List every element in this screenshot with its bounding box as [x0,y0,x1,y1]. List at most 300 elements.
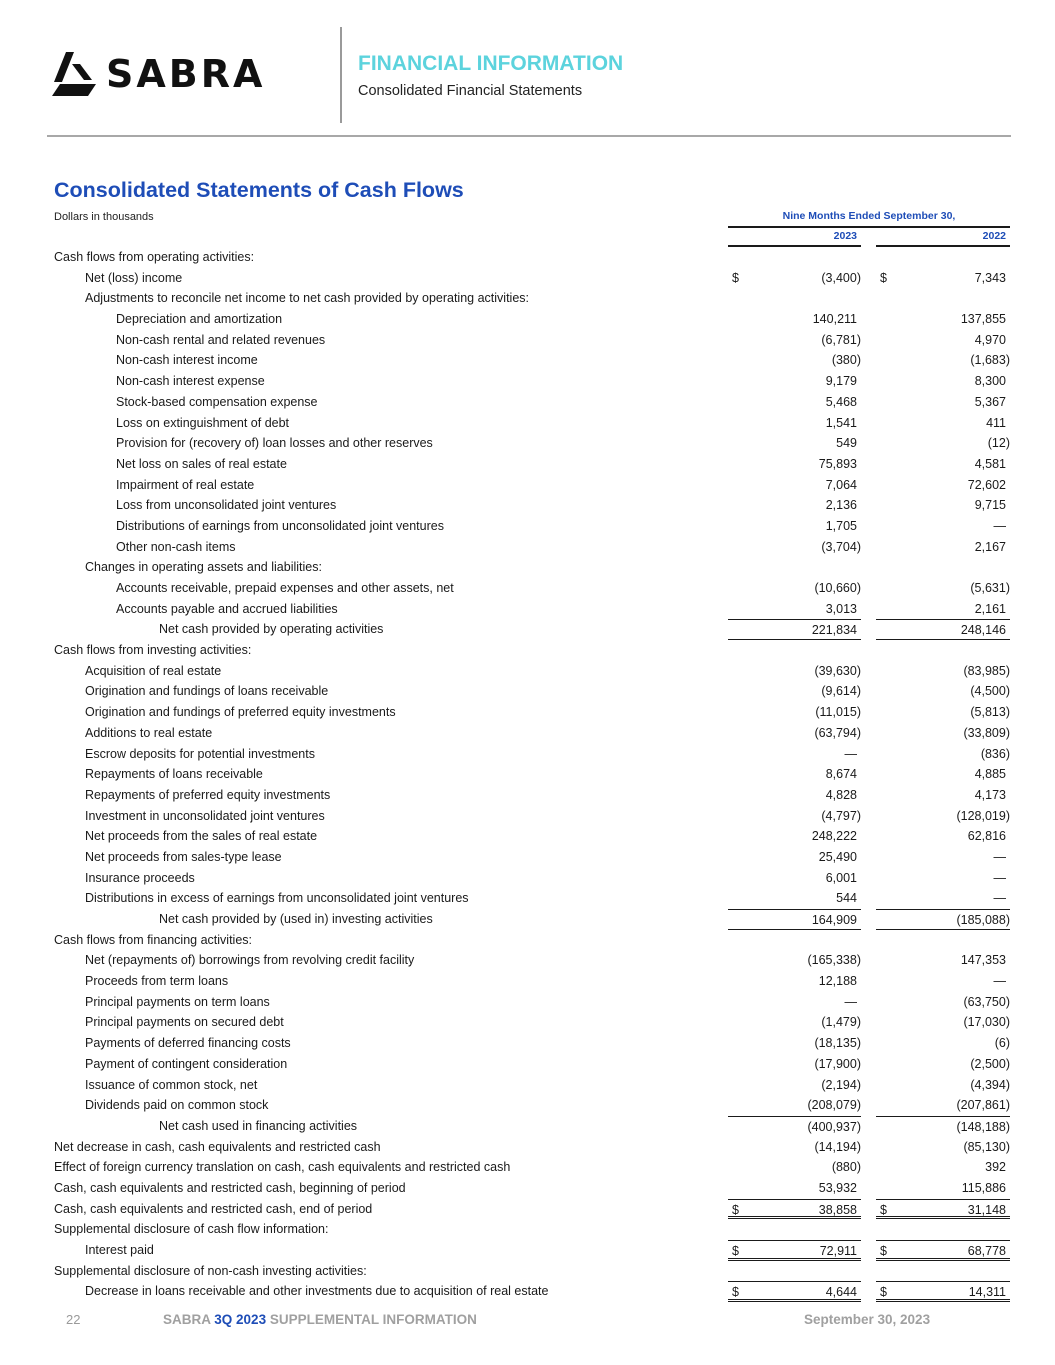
table-row [0,433,1055,454]
value-2023-cell [728,454,861,475]
value-2023: 5,468 [825,394,857,409]
value-2022-cell [876,1075,1010,1096]
value-2022-cell [876,992,1010,1013]
row-label: Provision for (recovery of) loan losses and other reserves [116,436,433,451]
value-2023-cell [728,330,861,351]
value-2023-cell [728,1054,861,1075]
row-label: Net (repayments of) borrowings from revolving credit facility [85,953,415,968]
value-2023: 544 [836,891,857,906]
footer-doc-title: SUPPLEMENTAL INFORMATION [269,1312,477,1327]
footer-date: September 30, 2023 [804,1312,931,1327]
value-2022: (148,188) [956,1119,1010,1134]
value-2023: (3,400) [821,270,861,285]
value-2022-cell [876,1178,1010,1199]
row-label: Net decrease in cash, cash equivalents and restricted cash [54,1139,381,1154]
value-2022: 8,300 [974,374,1006,389]
value-2023-cell [728,433,861,454]
dollar-sign: $ [880,1202,887,1217]
row-label: Non-cash rental and related revenues [116,332,326,347]
value-2022-cell [876,413,1010,434]
statement-title: Consolidated Statements of Cash Flows [54,178,464,202]
table-row [0,888,1055,909]
table-row [0,661,1055,682]
row-label: Stock-based compensation expense [116,394,318,409]
value-2023: 12,188 [818,974,857,989]
value-2022-cell [876,744,1010,765]
row-label: Cash, cash equivalents and restricted cash, end of period [54,1201,373,1216]
table-row [0,1281,1055,1302]
value-2022: (5,813) [970,705,1010,720]
dollar-sign: $ [732,1202,739,1217]
value-2022-cell [876,950,1010,971]
row-label: Additions to real estate [85,725,213,740]
value-2023-cell [728,702,861,723]
table-row [0,744,1055,765]
value-2022-cell [876,764,1010,785]
table-row [0,723,1055,744]
value-2022-cell [876,350,1010,371]
value-2022: (83,985) [963,663,1010,678]
value-2023-cell [728,475,861,496]
value-2022: 4,970 [974,332,1006,347]
value-2022-cell [876,619,1010,640]
table-row [0,578,1055,599]
table-row [0,495,1055,516]
row-label: Investment in unconsolidated joint ventures [85,808,325,823]
value-2023-cell [728,1199,861,1220]
value-2023: 8,674 [825,767,857,782]
value-2022-cell [876,971,1010,992]
value-2022-cell [876,785,1010,806]
value-2023-cell [728,723,861,744]
period-header: Nine Months Ended September 30, [782,210,956,222]
value-2023: (400,937) [807,1119,861,1134]
value-2023: 549 [836,436,857,451]
value-2022-cell [876,495,1010,516]
value-2022-cell [876,1157,1010,1178]
row-label: Origination and fundings of preferred equity investments [85,705,396,720]
value-2023-cell [728,537,861,558]
value-2023-cell [728,1137,861,1158]
table-row [0,868,1055,889]
value-2022: — [993,518,1006,533]
row-label: Non-cash interest income [116,353,258,368]
value-2023: (4,797) [821,808,861,823]
cash-flow-table [0,247,1055,1302]
value-2023-cell [728,1116,861,1137]
value-2023: (18,135) [814,1036,861,1051]
row-label: Repayments of loans receivable [85,767,263,782]
footer-brand [163,1312,477,1327]
table-row [0,330,1055,351]
value-2022-cell [876,309,1010,330]
value-2023-cell [728,1033,861,1054]
table-row [0,288,1055,309]
value-2023-cell [728,744,861,765]
value-2023: (2,194) [821,1077,861,1092]
value-2023-cell [728,826,861,847]
row-label: Supplemental disclosure of cash flow information: [54,1222,329,1237]
value-2022-cell [876,826,1010,847]
value-2022-cell [876,888,1010,909]
table-row [0,992,1055,1013]
table-row [0,247,1055,268]
page-header [0,0,1055,140]
row-label: Accounts payable and accrued liabilities [116,601,338,616]
value-2023-cell [728,992,861,1013]
row-label: Impairment of real estate [116,477,255,492]
value-2023-cell [728,971,861,992]
row-label: Net cash used in financing activities [159,1118,358,1133]
value-2023: 72,911 [819,1244,857,1258]
value-2022: (33,809) [963,725,1010,740]
value-2023-cell [728,309,861,330]
value-2022: 4,885 [974,767,1006,782]
value-2022-cell [876,578,1010,599]
value-2022: 2,161 [974,601,1006,616]
value-2022-cell [876,806,1010,827]
value-2022: (4,500) [970,684,1010,699]
value-2022: 68,778 [967,1244,1006,1258]
value-2022-cell [876,661,1010,682]
value-2023: 6,001 [825,870,857,885]
value-2023: (880) [831,1160,861,1175]
row-label: Issuance of common stock, net [85,1077,258,1092]
row-label: Principal payments on term loans [85,994,270,1009]
table-row [0,454,1055,475]
table-row [0,681,1055,702]
units-note: Dollars in thousands [54,211,154,223]
value-2022: (17,030) [963,1015,1010,1030]
value-2023-cell [728,764,861,785]
value-2022: (128,019) [956,808,1010,823]
value-2023: 140,211 [812,312,857,327]
table-row [0,971,1055,992]
row-label: Changes in operating assets and liabilities: [85,560,322,575]
row-label: Insurance proceeds [85,870,195,885]
table-row [0,1157,1055,1178]
table-row [0,826,1055,847]
value-2022: — [993,849,1006,864]
value-2023: — [844,994,857,1009]
table-row [0,1033,1055,1054]
value-2023: (6,781) [821,332,861,347]
table-row [0,1095,1055,1116]
value-2023-cell [728,413,861,434]
value-2023: 2,136 [825,498,857,513]
value-2022: — [993,974,1006,989]
value-2023-cell [728,1178,861,1199]
table-row [0,950,1055,971]
table-row [0,268,1055,289]
value-2023: 9,179 [825,374,857,389]
value-2023: 4,644 [825,1285,857,1300]
row-label: Net cash provided by (used in) investing activities [159,912,433,926]
table-row [0,557,1055,578]
value-2022: (185,088) [956,913,1010,927]
row-label: Principal payments on secured debt [85,1015,284,1030]
value-2023-cell [728,806,861,827]
value-2022-cell [876,681,1010,702]
table-row [0,413,1055,434]
value-2022-cell [876,1012,1010,1033]
sabra-logo [52,52,265,96]
row-label: Supplemental disclosure of non-cash investing activities: [54,1263,367,1278]
value-2023: (3,704) [821,539,861,554]
logo-wordmark: SABRA [106,52,266,96]
table-row [0,1240,1055,1261]
footer-brand-name: SABRA [163,1312,211,1327]
table-row [0,1261,1055,1282]
value-2022: 62,816 [967,829,1006,844]
row-label: Cash flows from investing activities: [54,643,252,658]
value-2023: 4,828 [825,787,857,802]
value-2023: (380) [831,353,861,368]
section-subtitle: Consolidated Financial Statements [358,83,583,99]
row-label: Cash, cash equivalents and restricted cash, beginning of period [54,1180,406,1195]
value-2022: 411 [986,415,1006,430]
value-2023-cell [728,1095,861,1116]
dollar-sign: $ [732,1285,739,1300]
row-label: Payment of contingent consideration [85,1056,288,1071]
value-2022: (836) [980,746,1010,761]
value-2023: 7,064 [825,477,857,492]
row-label: Loss from unconsolidated joint ventures [116,498,337,513]
table-row [0,1137,1055,1158]
row-label: Net cash provided by operating activities [159,622,384,637]
value-2022: 9,715 [974,498,1006,513]
value-2022: — [993,870,1006,885]
value-2023-cell [728,888,861,909]
value-2022: (1,683) [970,353,1010,368]
value-2023-cell [728,950,861,971]
row-label: Net (loss) income [85,270,183,285]
row-label: Distributions in excess of earnings from unconsolidated joint ventures [85,891,469,906]
value-2023-cell [728,909,861,930]
value-2022-cell [876,454,1010,475]
value-2022-cell [876,599,1010,620]
table-row [0,806,1055,827]
year-header-2022: 2022 [982,230,1006,242]
row-label: Effect of foreign currency translation on cash, cash equivalents and restricted cash [54,1160,511,1175]
value-2023: 164,909 [811,913,857,927]
row-label: Cash flows from financing activities: [54,932,252,947]
value-2022-cell [876,330,1010,351]
value-2023: (165,338) [807,953,861,968]
value-2023: 25,490 [818,849,857,864]
value-2022: 115,886 [961,1180,1006,1195]
value-2022-cell [876,268,1010,289]
table-row [0,537,1055,558]
value-2023: 75,893 [818,456,857,471]
value-2023: 1,705 [825,518,857,533]
row-label: Net proceeds from sales-type lease [85,849,282,864]
footer-quarter: 3Q 2023 [214,1312,267,1327]
value-2022-cell [876,1281,1010,1302]
value-2022: (85,130) [963,1139,1010,1154]
value-2022-cell [876,909,1010,930]
value-2022-cell [876,1095,1010,1116]
row-label: Net proceeds from the sales of real estate [85,829,318,844]
period-rule [728,226,1010,228]
table-row [0,371,1055,392]
row-label: Cash flows from operating activities: [54,250,255,264]
value-2022-cell [876,475,1010,496]
row-label: Accounts receivable, prepaid expenses and other assets, net [116,581,454,595]
value-2022: (63,750) [963,994,1010,1009]
value-2023: 38,858 [818,1202,857,1217]
value-2023-cell [728,868,861,889]
value-2022-cell [876,847,1010,868]
dollar-sign: $ [732,1244,739,1258]
sabra-logo-mark-icon [52,52,100,96]
value-2023: (208,079) [807,1098,861,1113]
row-label: Other non-cash items [116,539,236,554]
value-2022-cell [876,537,1010,558]
row-label: Escrow deposits for potential investments [85,746,315,761]
table-row [0,847,1055,868]
value-2022-cell [876,433,1010,454]
value-2023: (63,794) [814,725,861,740]
table-row [0,764,1055,785]
row-label: Proceeds from term loans [85,974,229,989]
value-2022: 248,146 [960,623,1006,638]
table-row [0,619,1055,640]
row-label: Depreciation and amortization [116,312,283,327]
value-2023-cell [728,371,861,392]
value-2022-cell [876,723,1010,744]
row-label: Interest paid [85,1243,154,1257]
row-label: Acquisition of real estate [85,663,222,678]
value-2023: — [844,746,857,761]
value-2022: (12) [987,436,1010,451]
table-row [0,599,1055,620]
value-2023: (14,194) [814,1139,861,1154]
table-row [0,1075,1055,1096]
row-label: Non-cash interest expense [116,374,265,389]
value-2022: 137,855 [960,312,1006,327]
value-2022-cell [876,392,1010,413]
value-2023-cell [728,599,861,620]
table-row [0,1199,1055,1220]
value-2023-cell [728,1281,861,1302]
table-row [0,930,1055,951]
value-2023-cell [728,785,861,806]
value-2022: (207,861) [956,1098,1010,1113]
dollar-sign: $ [880,1285,887,1300]
value-2023-cell [728,516,861,537]
value-2022: — [993,891,1006,906]
value-2023-cell [728,578,861,599]
value-2022: 14,311 [968,1285,1006,1300]
section-title: FINANCIAL INFORMATION [358,52,624,75]
dollar-sign: $ [880,270,887,285]
value-2023-cell [728,1157,861,1178]
page-number: 22 [66,1312,81,1327]
row-label: Distributions of earnings from unconsolidated joint ventures [116,518,444,533]
value-2023: (10,660) [814,581,861,595]
value-2022-cell [876,702,1010,723]
value-2023-cell [728,392,861,413]
value-2023-cell [728,661,861,682]
value-2023-cell [728,1012,861,1033]
row-label: Origination and fundings of loans receivable [85,684,329,699]
value-2022: 5,367 [974,394,1006,409]
row-label: Net loss on sales of real estate [116,456,287,471]
value-2022-cell [876,516,1010,537]
value-2022-cell [876,1240,1010,1261]
table-row [0,1219,1055,1240]
value-2022: 2,167 [974,539,1006,554]
value-2023: (39,630) [814,663,861,678]
value-2022-cell [876,868,1010,889]
value-2023-cell [728,268,861,289]
value-2022: (2,500) [970,1056,1010,1071]
value-2022: (4,394) [970,1077,1010,1092]
value-2022-cell [876,1137,1010,1158]
table-row [0,475,1055,496]
table-row [0,909,1055,930]
value-2023-cell [728,350,861,371]
table-row [0,702,1055,723]
value-2022: 4,173 [974,787,1006,802]
value-2023: (11,015) [815,705,861,720]
value-2023-cell [728,619,861,640]
table-row [0,1178,1055,1199]
value-2022: (6) [994,1036,1010,1051]
year-header-2023: 2023 [833,230,857,242]
dollar-sign: $ [880,1244,887,1258]
header-divider [340,27,342,123]
table-row [0,392,1055,413]
value-2022-cell [876,371,1010,392]
value-2023: 248,222 [811,829,857,844]
value-2022: 4,581 [974,456,1006,471]
table-row [0,516,1055,537]
table-row [0,640,1055,661]
value-2023-cell [728,1240,861,1261]
value-2023: (17,900) [814,1056,861,1071]
dollar-sign: $ [732,270,739,285]
row-label: Payments of deferred financing costs [85,1036,291,1051]
value-2022-cell [876,1033,1010,1054]
value-2023: 53,932 [818,1180,857,1195]
value-2022: 7,343 [974,270,1006,285]
table-row [0,1054,1055,1075]
value-2022-cell [876,1199,1010,1220]
value-2022: 147,353 [960,953,1006,968]
value-2023: 221,834 [811,623,857,638]
value-2023: 1,541 [825,415,857,430]
value-2022-cell [876,1054,1010,1075]
table-row [0,785,1055,806]
value-2023: (9,614) [821,684,861,699]
table-row [0,1012,1055,1033]
value-2023-cell [728,1075,861,1096]
value-2023-cell [728,681,861,702]
row-label: Dividends paid on common stock [85,1098,269,1113]
table-row [0,350,1055,371]
header-rule [47,135,1011,137]
row-label: Adjustments to reconcile net income to net cash provided by operating activities: [85,291,529,306]
value-2023-cell [728,847,861,868]
row-label: Decrease in loans receivable and other investments due to acquisition of real estate [85,1284,549,1299]
table-row [0,1116,1055,1137]
value-2023-cell [728,495,861,516]
value-2022: 392 [985,1160,1006,1175]
table-row [0,309,1055,330]
row-label: Loss on extinguishment of debt [116,415,290,430]
